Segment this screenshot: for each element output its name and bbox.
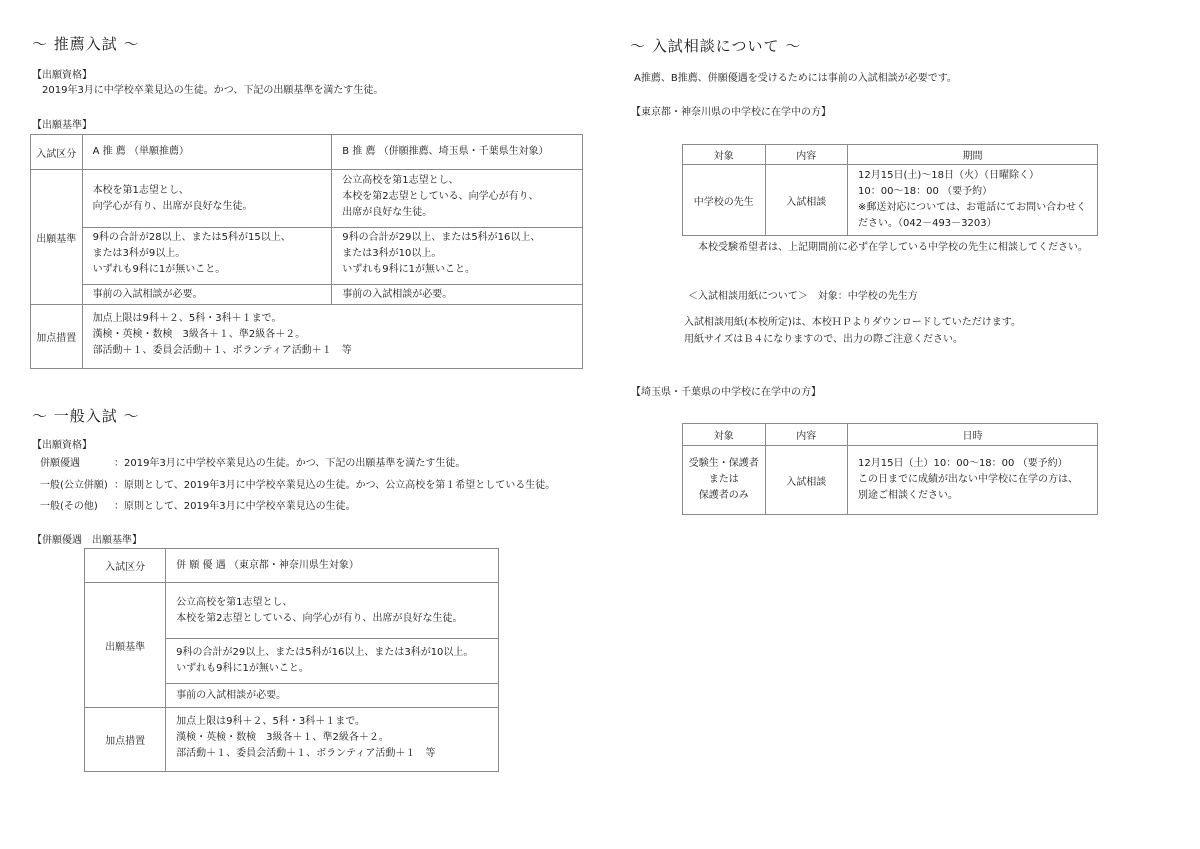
text-line: 本校を第2志望としている、向学心が有り、 — [342, 191, 539, 202]
ippan-header-kubun: 入試区分 — [85, 549, 166, 583]
saitama-taisho-cell — [683, 446, 766, 515]
suisen-b-cell-1 — [332, 170, 582, 227]
suisen-criteria-label: 【出願基準】 — [32, 120, 92, 131]
ippan-header-v: 併 願 優 遇 （東京都・神奈川県生対象） — [176, 559, 359, 571]
tokyo-header-kikan: 期間 — [848, 145, 1098, 165]
ippan-v-cell-2 — [166, 639, 498, 683]
saitama-header-taisho: 対象 — [683, 424, 766, 446]
soudan-tokyo-label: 【東京都・神奈川県の中学校に在学中の方】 — [631, 107, 831, 118]
suisen-b-cell-2 — [332, 228, 582, 284]
text-line: 出席が良好な生徒。 — [342, 207, 433, 218]
ippan-qual-label: 【出願資格】 — [32, 440, 92, 451]
suisen-header-b: B 推 薦 （併願推薦、埼玉県・千葉県生対象） — [342, 146, 549, 157]
text-line: 公立高校を第1志望とし、 — [342, 175, 459, 186]
text-line: 受験生・保護者 — [688, 458, 759, 469]
text-line: 9科の合計が28以上、または5科が15以上、 — [92, 232, 291, 243]
text-line: 部活動＋１、委員会活動＋１、ボランティア活動＋１ 等 — [176, 748, 436, 759]
text-line: 10：00～18：00 （要予約） — [858, 186, 993, 197]
text-line: いずれも9科に1が無いこと。 — [176, 663, 309, 674]
soudan-form-line-1: 入試相談用紙(本校所定)は、本校ＨＰよりダウンロードしていただけます。 — [684, 317, 1022, 328]
saitama-naiyou: 入試相談 — [765, 446, 847, 515]
text-line: または — [708, 474, 739, 485]
suisen-table — [30, 134, 583, 369]
suisen-katen-cell — [83, 305, 582, 365]
suisen-row-kijun: 出願基準 — [31, 170, 83, 305]
tokyo-kikan-cell — [848, 165, 1097, 235]
text-line: 12月15日(土)～18日（火）（日曜除く） — [858, 170, 1039, 181]
soudan-saitama-table — [682, 423, 1098, 515]
tokyo-naiyou: 入試相談 — [765, 165, 848, 236]
ippan-row-kijun: 出願基準 — [85, 583, 166, 708]
text-line: 本校を第2志望としている、向学心が有り、出席が良好な生徒。 — [176, 612, 463, 624]
suisen-qual-text: 2019年3月に中学校卒業見込の生徒。かつ、下記の出願基準を満たす生徒。 — [42, 85, 384, 96]
suisen-header-a: A 推 薦 （単願推薦） — [92, 146, 189, 157]
ippan-qual-key-1: 併願優遇 — [40, 458, 80, 469]
tokyo-header-taisho: 対象 — [683, 145, 766, 165]
text-line: 部活動＋１、委員会活動＋１、ボランティア活動＋１ 等 — [92, 345, 352, 356]
text-line: ※郵送対応については、お電話にてお問い合わせく — [858, 202, 1087, 213]
ippan-v-cell-3: 事前の入試相談が必要。 — [176, 689, 287, 701]
soudan-form-line-2: 用紙サイズはＢ４になりますので、出力の際ご注意ください。 — [684, 334, 963, 345]
soudan-form-title: ＜入試相談用紙について＞ 対象：中学校の先生方 — [688, 291, 918, 302]
text-line: 漢検・英検・数検 3級各＋１、準2級各＋２。 — [92, 329, 306, 340]
soudan-title: ～ 入試相談について ～ — [630, 37, 802, 55]
suisen-a-cell-3: 事前の入試相談が必要。 — [92, 288, 203, 300]
text-line: 9科の合計が29以上、または5科が16以上、 — [342, 232, 541, 243]
text-line: 公立高校を第1志望とし、 — [176, 596, 293, 608]
ippan-title: ～ 一般入試 ～ — [32, 407, 140, 425]
ippan-row-katen: 加点措置 — [85, 708, 166, 772]
soudan-tokyo-table — [682, 144, 1098, 236]
ippan-qual-val-2: ：原則として、2019年3月に中学校卒業見込の生徒。かつ、公立高校を第１希望としている生徒。 — [114, 480, 556, 491]
text-line: 加点上限は9科＋２、5科・3科＋１まで。 — [176, 716, 366, 727]
suisen-row-katen: 加点措置 — [31, 305, 83, 369]
saitama-nichiji-cell — [848, 453, 1097, 507]
soudan-saitama-label: 【埼玉県・千葉県の中学校に在学中の方】 — [631, 387, 821, 398]
text-line: 向学心が有り、出席が良好な生徒。 — [92, 200, 253, 212]
suisen-title: ～ 推薦入試 ～ — [32, 35, 140, 53]
text-line: 漢検・英検・数検 3級各＋１、準2級各＋２。 — [176, 732, 389, 743]
suisen-a-cell-2 — [83, 228, 332, 284]
text-line: いずれも9科に1が無いこと。 — [342, 264, 475, 275]
text-line: 加点上限は9科＋２、5科・3科＋１まで。 — [92, 313, 282, 324]
text-line: ださい。（042－493－3203） — [858, 218, 997, 229]
soudan-intro: A推薦、B推薦、併願優遇を受けるためには事前の入試相談が必要です。 — [634, 73, 957, 84]
text-line: 12月15日（土）10：00～18：00 （要予約） — [858, 458, 1068, 469]
text-line: または3科が10以上。 — [342, 248, 442, 259]
ippan-qual-val-3: ：原則として、2019年3月に中学校卒業見込の生徒。 — [114, 501, 356, 512]
saitama-header-naiyou: 内容 — [765, 424, 847, 446]
text-line: いずれも9科に1が無いこと。 — [92, 264, 226, 275]
text-line: 別途ご相談ください。 — [858, 490, 959, 501]
suisen-header-kubun: 入試区分 — [31, 135, 83, 170]
saitama-header-nichiji: 日時 — [848, 424, 1098, 446]
text-line: 9科の合計が29以上、または5科が16以上、または3科が10以上。 — [176, 647, 474, 658]
ippan-criteria-label: 【併願優遇 出願基準】 — [32, 535, 142, 546]
suisen-a-cell-1 — [83, 177, 332, 221]
tokyo-taisho: 中学校の先生 — [683, 165, 766, 236]
suisen-b-cell-3: 事前の入試相談が必要。 — [342, 288, 453, 300]
soudan-tokyo-note: 本校受験希望者は、上記期間前に必ず在学している中学校の先生に相談してください。 — [698, 242, 1088, 253]
ippan-katen-cell — [166, 708, 498, 768]
ippan-v-cell-1 — [166, 589, 498, 633]
ippan-qual-key-2: 一般(公立併願) — [40, 480, 108, 491]
ippan-table — [84, 548, 499, 772]
text-line: 本校を第1志望とし、 — [92, 184, 189, 196]
ippan-qual-val-1: ：2019年3月に中学校卒業見込の生徒。かつ、下記の出願基準を満たす生徒。 — [114, 458, 466, 469]
text-line: 保護者のみ — [698, 490, 749, 501]
text-line: この日までに成績が出ない中学校に在学の方は、 — [858, 474, 1079, 485]
tokyo-header-naiyou: 内容 — [765, 145, 848, 165]
ippan-qual-key-3: 一般(その他) — [40, 501, 98, 512]
text-line: または3科が9以上。 — [92, 248, 186, 259]
suisen-qual-label: 【出願資格】 — [32, 70, 92, 81]
